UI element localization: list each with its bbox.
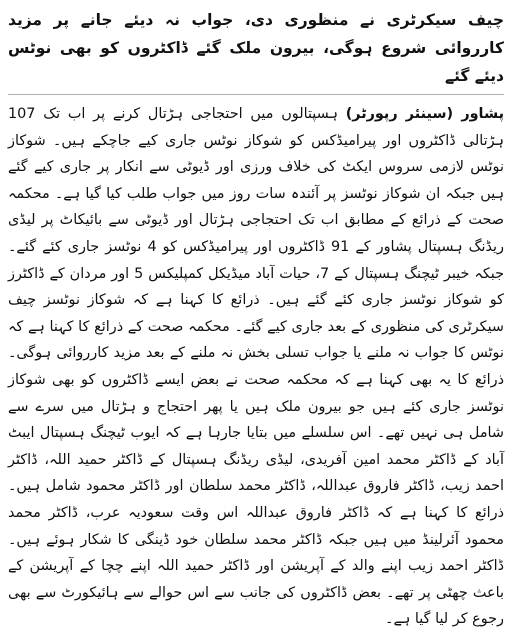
headline: چیف سیکرٹری نے منظوری دی، جواب نہ دیئے جانے پر مزید کارروائی شروع ہوگی، بیرون ملک گئے ڈاکٹروں کو بھی نوٹس دیئے گئے	[8, 11, 504, 85]
article-body-text: ہسپتالوں میں احتجاجی ہڑتال کرنے پر اب تک 107 ہڑتالی ڈاکٹروں اور پیرامیڈکس کو شوکاز نوٹس جاری کیے جاچکے ہیں۔ شوکاز نوٹس لازمی سروس ایکٹ کی خلاف ورزی اور ڈیوٹی سے انکار پر جاری کیے گئے ہیں جبکہ ان شوکاز نوٹسز پر آئندہ سات روز میں جواب طلب کیا گیا ہے۔ محکمہ صحت کے ذرائع کے مطابق اب تک احتجاجی ہڑتال اور ڈیوٹی سے بائیکاٹ پر لیڈی ریڈنگ ہسپتال پشاور کے 91 ڈاکٹروں اور پیرامیڈکس کو 4 نوٹسز جاری کئے گئے۔ جبکہ خیبر ٹیچنگ ہسپتال کے 7، حیات آباد میڈیکل کمپلیکس 5 اور مردان کے ڈاکٹرز کو شوکاز نوٹسز جاری کئے گئے ہیں۔ ذرائع کا کہنا ہے کہ شوکاز نوٹسز چیف سیکرٹری کی منظوری کے بعد جاری کیے گئے۔ محکمہ صحت کے ذرائع کا کہنا ہے کہ نوٹس کا جواب نہ ملنے یا جواب تسلی بخش نہ ملنے کے بعد مزید کارروائی ہوگی۔ ذرائع کا یہ بھی کہنا ہے کہ محکمہ صحت نے بعض ایسے ڈاکٹروں کو بھی شوکاز نوٹسز جاری کئے ہیں جو بیرون ملک ہیں یا پھر احتجاج و ہڑتال میں سرے سے شامل ہی نہیں تھے۔ اس سلسلے میں بتایا جارہا ہے کہ ایوب ٹیچنگ ہسپتال ایبٹ آباد کے ڈاکٹر محمد امین آفریدی، لیڈی ریڈنگ ہسپتال کے ڈاکٹر حمید اللہ، ڈاکٹر احمد زیب، ڈاکٹر فاروق عبداللہ، ڈاکٹر محمد سلطان اور ڈاکٹر محمود شامل ہیں۔ ذرائع کا کہنا ہے کہ ڈاکٹر فاروق عبداللہ اس وقت سعودیہ عرب، ڈاکٹر محمد محمود آئرلینڈ میں ہیں جبکہ ڈاکٹر محمد سلطان خود ڈینگی کا شکار ہوئے ہیں۔ ڈاکٹر احمد زیب اپنے والد کے آپریشن اور ڈاکٹر حمید اللہ اپنے چچا کے آپریشن کے باعث چھٹی پر تھے۔ بعض ڈاکٹروں کی جانب سے اس حوالے سے ہائیکورٹ سے بھی رجوع کر لیا گیا ہے۔	[8, 106, 505, 628]
article-body	[8, 101, 504, 633]
headline-divider	[8, 94, 504, 95]
dateline: پشاور (سینئر رپورٹر)	[345, 106, 504, 122]
